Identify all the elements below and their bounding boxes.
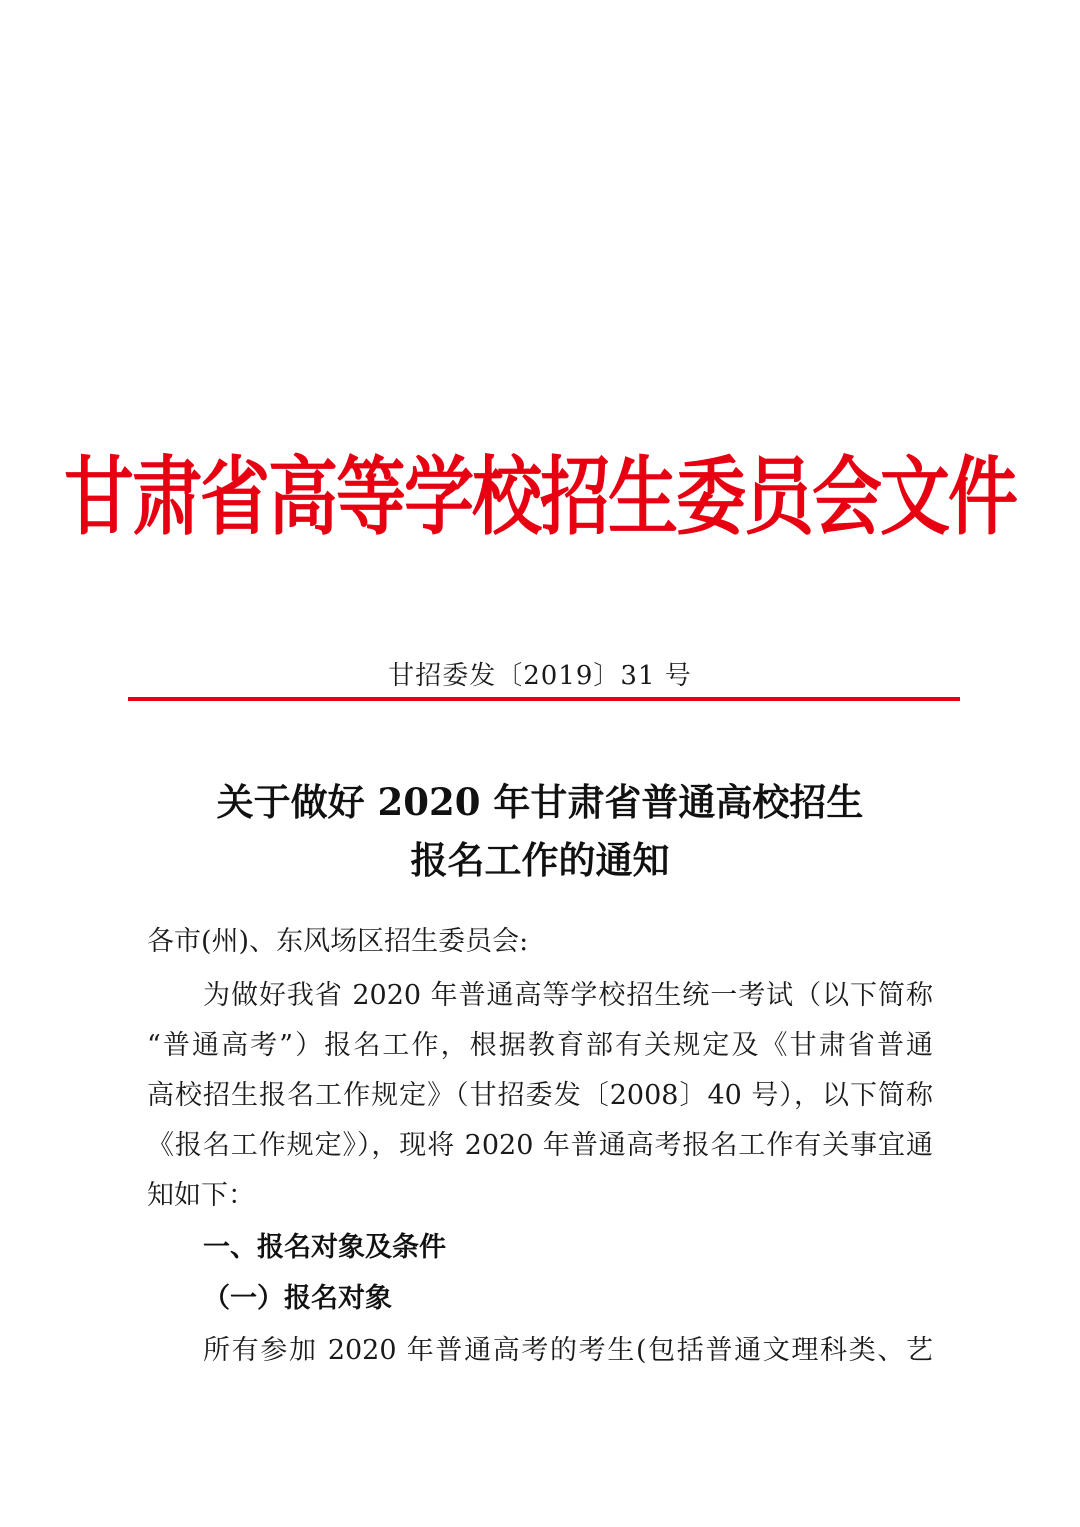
notice-title-line-1: 关于做好 2020 年甘肃省普通高校招生 xyxy=(216,780,864,824)
paragraph-1-line-2: “普通高考”）报名工作，根据教育部有关规定及《甘肃省普通 xyxy=(147,1030,933,1061)
paragraph-1-line-4: 《报名工作规定》），现将 2020 年普通高考报名工作有关事宜通 xyxy=(147,1130,933,1161)
document-number: 甘招委发〔2019〕31 号 xyxy=(388,661,692,691)
paragraph-1-line-5: 知如下： xyxy=(147,1180,255,1211)
red-divider-rule xyxy=(128,697,960,701)
notice-title-line-2: 报名工作的通知 xyxy=(410,838,670,882)
paragraph-1-line-3: 高校招生报名工作规定》（甘招委发〔2008〕40 号），以下简称 xyxy=(147,1080,933,1111)
paragraph-1-line-1: 为做好我省 2020 年普通高等学校招生统一考试（以下简称 xyxy=(203,980,933,1011)
salutation: 各市(州)、东风场区招生委员会: xyxy=(147,926,529,957)
subsection-1-heading: （一）报名对象 xyxy=(203,1283,392,1314)
masthead-title: 甘肃省高等学校招生委员会文件 xyxy=(64,447,1016,548)
paragraph-2-line-1: 所有参加 2020 年普通高考的考生(包括普通文理科类、艺 xyxy=(203,1335,933,1366)
section-1-heading: 一、报名对象及条件 xyxy=(203,1232,446,1263)
